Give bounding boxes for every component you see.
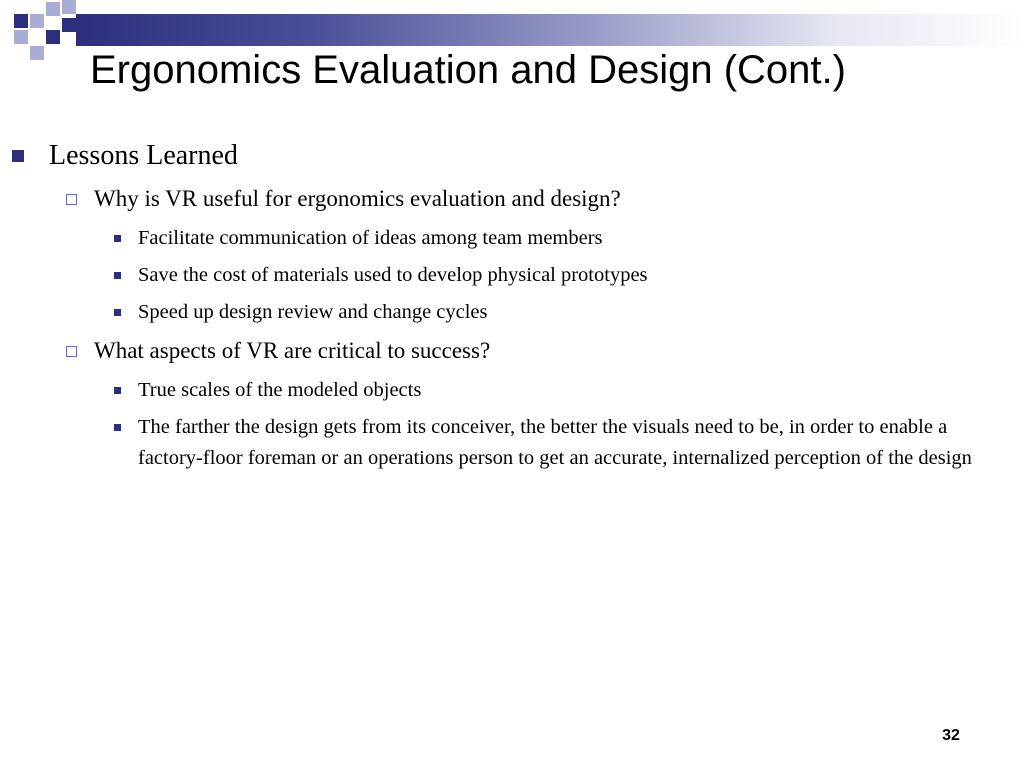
section-point: Facilitate communication of ideas among team members [138,227,603,249]
page-number: 32 [942,727,960,744]
checker-square [46,30,60,44]
square-bullet-icon [12,150,24,162]
checker-square [30,46,44,60]
checker-square [62,18,76,32]
section-point: The farther the design gets from its conceiver, the better the visuals need to be, in order to enable a factory-floor foreman or an operations person to get an accurate, internalized perception of the design [138,416,972,469]
checker-square [62,0,76,14]
small-square-bullet-icon [114,309,121,316]
checker-square [46,2,60,16]
section-question: Why is VR useful for ergonomics evaluation and design? [94,186,621,211]
slide-title: Ergonomics Evaluation and Design (Cont.) [90,48,846,92]
checker-square [14,14,28,28]
section-point: Speed up design review and change cycles [138,301,488,323]
small-square-bullet-icon [114,235,121,242]
small-square-bullet-icon [114,272,121,279]
section-point: True scales of the modeled objects [138,379,422,401]
outline-heading: Lessons Learned [49,140,238,171]
section-point: Save the cost of materials used to develop physical prototypes [138,264,648,286]
header-gradient-band [76,14,1024,46]
small-square-bullet-icon [114,424,121,431]
checker-square [14,30,28,44]
hollow-square-bullet-icon [66,194,77,205]
section-question: What aspects of VR are critical to success? [94,338,491,363]
checker-square [30,14,44,28]
small-square-bullet-icon [114,387,121,394]
hollow-square-bullet-icon [66,346,77,357]
